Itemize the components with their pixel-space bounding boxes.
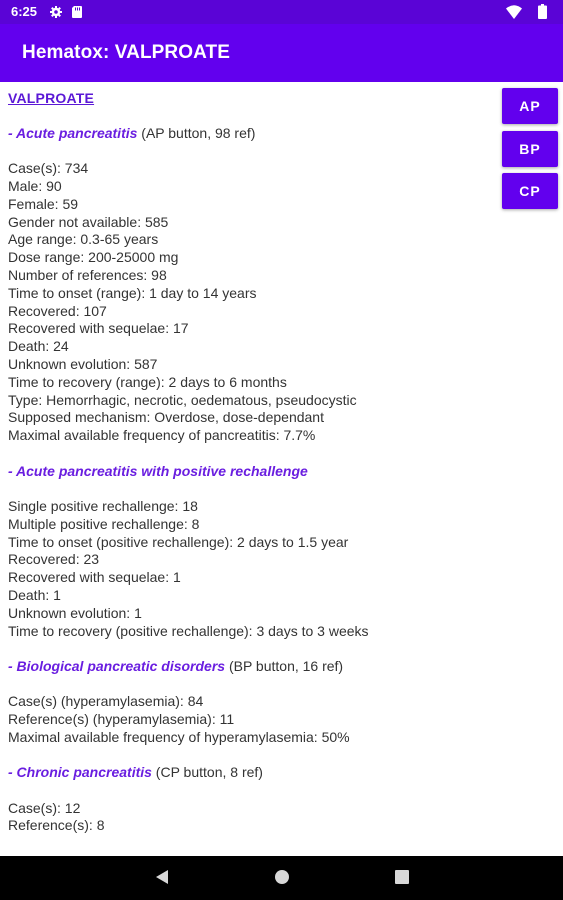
data-line: Age range: 0.3-65 years bbox=[8, 231, 159, 248]
data-line: Dose range: 200-25000 mg bbox=[8, 249, 179, 266]
home-icon[interactable] bbox=[274, 869, 290, 885]
data-line: Case(s): 734 bbox=[8, 160, 89, 177]
data-line: Case(s): 12 bbox=[8, 799, 81, 816]
data-line: Female: 59 bbox=[8, 195, 79, 212]
content-area[interactable] bbox=[0, 82, 563, 856]
data-line: Reference(s) (hyperamylasemia): 11 bbox=[8, 711, 235, 728]
data-line: Multiple positive rechallenge: 8 bbox=[8, 515, 200, 532]
data-line: Death: 24 bbox=[8, 338, 69, 355]
monograph-text bbox=[8, 90, 498, 853]
data-line: Male: 90 bbox=[8, 177, 62, 194]
section-biological-pancreatic-disorders bbox=[8, 658, 498, 747]
data-line: Time to recovery (range): 2 days to 6 months bbox=[8, 373, 287, 390]
sd-card-icon bbox=[71, 6, 83, 18]
gear-icon bbox=[50, 6, 62, 18]
bp-button[interactable]: BP bbox=[502, 131, 558, 167]
section-acute-pancreatitis bbox=[8, 125, 498, 445]
app-bar bbox=[0, 24, 563, 82]
section-title: - Acute pancreatitis bbox=[8, 124, 138, 141]
section-note: (AP button, 98 ref) bbox=[137, 124, 256, 141]
recents-icon[interactable] bbox=[395, 869, 409, 885]
drug-name-link[interactable]: VALPROATE bbox=[8, 90, 95, 106]
section-positive-rechallenge bbox=[8, 463, 498, 641]
section-heading bbox=[8, 658, 498, 676]
section-note: (BP button, 16 ref) bbox=[225, 657, 344, 674]
section-title: - Chronic pancreatitis bbox=[8, 764, 152, 781]
section-heading bbox=[8, 463, 498, 481]
wifi-icon bbox=[506, 5, 522, 19]
back-icon[interactable] bbox=[155, 869, 169, 885]
navigation-bar bbox=[0, 856, 563, 900]
data-line: Death: 1 bbox=[8, 586, 61, 603]
section-lines bbox=[8, 160, 498, 445]
battery-icon bbox=[538, 4, 547, 19]
data-line: Reference(s): 8 bbox=[8, 817, 105, 834]
status-bar bbox=[0, 0, 563, 24]
section-note: (CP button, 8 ref) bbox=[151, 764, 263, 781]
app-title: Hematox: VALPROATE bbox=[22, 42, 231, 63]
section-lines bbox=[8, 498, 498, 640]
data-line: Single positive rechallenge: 18 bbox=[8, 497, 198, 514]
section-title: - Acute pancreatitis with positive rechallenge bbox=[8, 462, 308, 479]
data-line: Time to onset (range): 1 day to 14 years bbox=[8, 284, 257, 301]
cp-button[interactable]: CP bbox=[502, 173, 558, 209]
data-line: Recovered: 23 bbox=[8, 551, 100, 568]
data-line: Case(s) (hyperamylasemia): 84 bbox=[8, 693, 204, 710]
section-title: - Biological pancreatic disorders bbox=[8, 657, 226, 674]
data-line: Time to onset (positive rechallenge): 2 days to 1.5 year bbox=[8, 533, 349, 550]
ap-button[interactable]: AP bbox=[502, 88, 558, 124]
data-line: Maximal available frequency of hyperamylasemia: 50% bbox=[8, 728, 350, 745]
data-line: Number of references: 98 bbox=[8, 266, 167, 283]
data-line: Maximal available frequency of pancreatitis: 7.7% bbox=[8, 427, 316, 444]
data-line: Recovered with sequelae: 17 bbox=[8, 320, 189, 337]
data-line: Recovered with sequelae: 1 bbox=[8, 569, 181, 586]
section-lines bbox=[8, 800, 498, 836]
section-heading bbox=[8, 125, 498, 143]
section-chronic-pancreatitis bbox=[8, 764, 498, 835]
data-line: Unknown evolution: 587 bbox=[8, 355, 158, 372]
data-line: Time to recovery (positive rechallenge): 3 days to 3 weeks bbox=[8, 622, 369, 639]
section-heading bbox=[8, 764, 498, 782]
data-line: Unknown evolution: 1 bbox=[8, 604, 142, 621]
data-line: Type: Hemorrhagic, necrotic, oedematous, pseudocystic bbox=[8, 391, 357, 408]
data-line: Gender not available: 585 bbox=[8, 213, 169, 230]
section-lines bbox=[8, 693, 498, 746]
data-line: Recovered: 107 bbox=[8, 302, 107, 319]
data-line: Supposed mechanism: Overdose, dose-dependant bbox=[8, 409, 324, 426]
status-time: 6:25 bbox=[11, 4, 38, 19]
